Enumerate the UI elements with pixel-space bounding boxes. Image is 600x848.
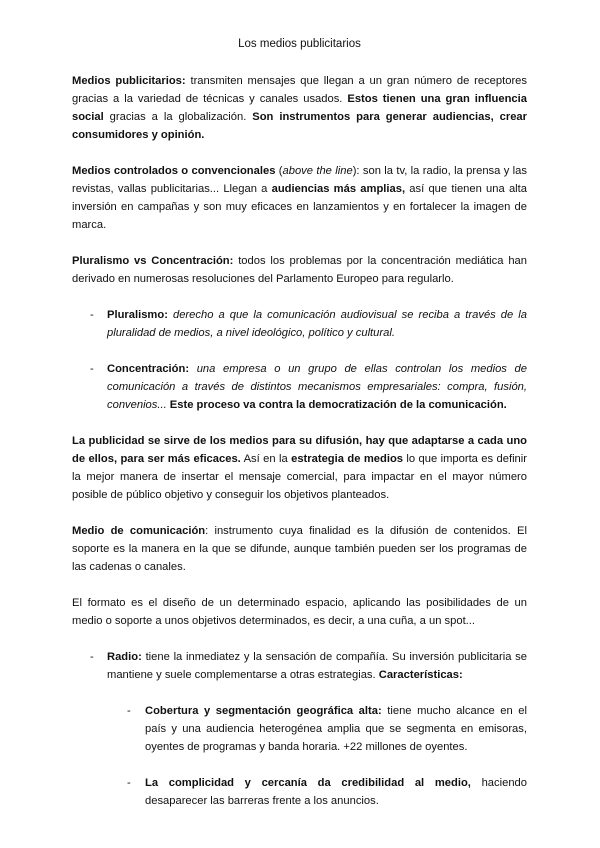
bold-span: Estos tienen una gran influencia social bbox=[72, 93, 527, 123]
list-item bbox=[72, 648, 527, 684]
dash-bullet: - bbox=[127, 705, 131, 717]
term-estrategia-de-medios: estrategia de medios bbox=[291, 453, 403, 465]
term-complicidad: La complicidad y cercanía da credibilidad al medio, bbox=[145, 777, 471, 789]
italic-span: derecho a que la comunicación audiovisual se reciba a través de la pluralidad de medios, a nivel ideológico, político y cultural. bbox=[107, 309, 527, 339]
term-pluralismo: Pluralismo: bbox=[107, 309, 168, 321]
dash-bullet: - bbox=[90, 651, 94, 663]
text-span: ( bbox=[275, 165, 283, 177]
list-item bbox=[72, 360, 527, 414]
paragraph-formato: El formato es el diseño de un determinado espacio, aplicando las posibilidades de un medio o soporte a unos objetivos determinados, es decir, a una cuña, a un spot... bbox=[72, 597, 527, 627]
bold-span: Este proceso va contra la democratización de la comunicación. bbox=[166, 399, 507, 411]
text-span: tiene mucho alcance en el país y una audiencia heterogénea amplia que se segmenta en emisoras, oyentes de programas y banda horaria. +22 millones de oyentes. bbox=[145, 705, 528, 753]
paragraph-medios-controlados bbox=[72, 162, 527, 234]
bullet-list-pluralismo bbox=[72, 306, 527, 414]
text-span: : instrumento cuya finalidad es la difusión de contenidos. El soporte es la manera en la que se difunde, aunque también pueden ser los programas de las cadenas o canales. bbox=[72, 525, 527, 573]
text-span: ): son la tv, la radio, la prensa y las revistas, vallas publicitarias... Llegan a bbox=[72, 165, 527, 195]
bold-span: Son instrumentos para generar audiencias, crear consumidores y opinión. bbox=[72, 111, 527, 141]
term-medios-publicitarios: Medios publicitarios: bbox=[72, 75, 186, 87]
paragraph-medios-publicitarios bbox=[72, 72, 527, 144]
list-item bbox=[72, 774, 527, 810]
text-span: lo que importa es definir la mejor manera de insertar el mensaje comercial, para impactar en el mayor número posible de público objetivo y conseguir los objetivos planteados. bbox=[72, 453, 527, 501]
term-medios-controlados: Medios controlados o convencionales bbox=[72, 165, 276, 177]
bullet-list-radio bbox=[72, 648, 527, 684]
bold-span: La publicidad se sirve de los medios para su difusión, hay que adaptarse a cada uno de ellos, para ser más eficaces. bbox=[72, 435, 527, 465]
term-radio: Radio: bbox=[107, 651, 142, 663]
paragraph-pluralismo-vs-concentracion bbox=[72, 252, 527, 288]
text-span: Así en la bbox=[240, 453, 292, 465]
text-span: gracias a la globalización. bbox=[103, 111, 253, 123]
text-span: haciendo desaparecer las barreras frente a los anuncios. bbox=[145, 777, 527, 807]
text-span: así que tienen una alta inversión en campañas y son muy eficaces en lanzamientos y en fortalecer la imagen de marca. bbox=[72, 183, 527, 231]
bold-span: audiencias más amplias, bbox=[271, 183, 406, 195]
list-item bbox=[72, 306, 527, 342]
italic-span: above the line bbox=[282, 165, 353, 177]
term-concentracion: Concentración: bbox=[107, 363, 190, 375]
bold-span: Características: bbox=[378, 669, 463, 681]
sub-list-caracteristicas bbox=[72, 702, 527, 810]
term-pluralismo-vs-concentracion: Pluralismo vs Concentración: bbox=[72, 255, 234, 267]
dash-bullet: - bbox=[127, 777, 131, 789]
paragraph-medio-de-comunicacion bbox=[72, 522, 527, 576]
term-medio-de-comunicacion: Medio de comunicación bbox=[72, 525, 206, 537]
text-span: todos los problemas por la concentración mediática han derivado en numerosas resoluciones del Parlamento Europeo para regularlo. bbox=[72, 255, 527, 285]
list-item bbox=[72, 702, 527, 756]
text-span: tiene la inmediatez y la sensación de compañía. Su inversión publicitaria se mantiene y suele complementarse a otras estrategias. bbox=[107, 651, 527, 681]
italic-span: una empresa o un grupo de ellas controlan los medios de comunicación a través de distintos mecanismos empresariales: compra, fusión, convenios... bbox=[107, 363, 527, 411]
page-title: Los medios publicitarios bbox=[238, 38, 361, 50]
text-span: transmiten mensajes que llegan a un gran número de receptores gracias a la variedad de técnicas y canales usados. bbox=[72, 75, 527, 105]
paragraph-publicidad-medios bbox=[72, 432, 527, 504]
dash-bullet: - bbox=[90, 309, 94, 321]
term-cobertura: Cobertura y segmentación geográfica alta: bbox=[145, 705, 382, 717]
dash-bullet: - bbox=[90, 363, 94, 375]
